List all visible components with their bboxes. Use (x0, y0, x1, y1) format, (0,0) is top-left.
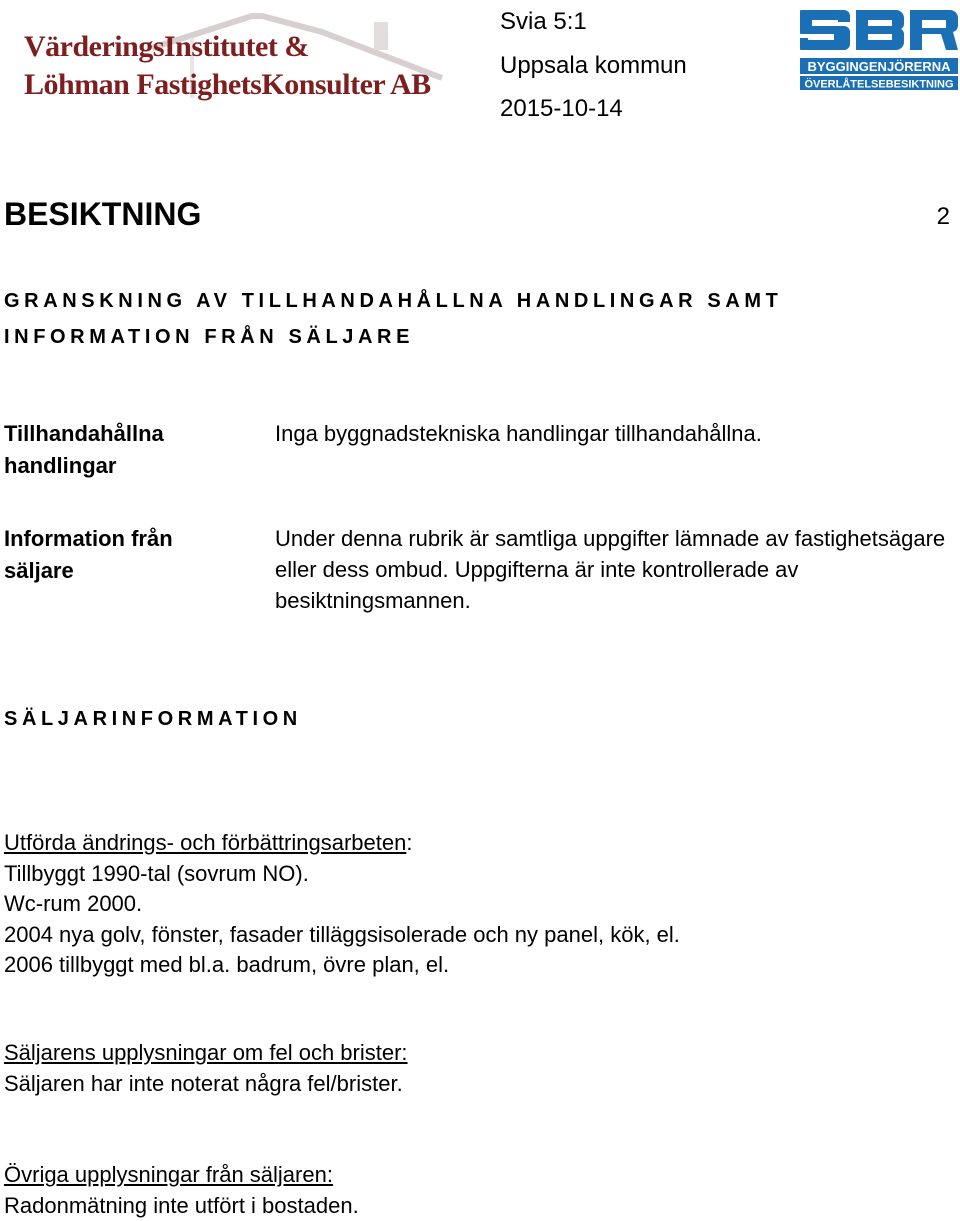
company-logo (2, 8, 460, 104)
faults-text: Säljaren har inte noterat några fel/brister. (4, 1069, 408, 1100)
changes-section (4, 828, 680, 981)
sbr-logo (800, 6, 958, 90)
row-value-seller-information: Under denna rubrik är samtliga uppgifter lämnade av fastighetsägare eller dess ombud. Uppgifterna är inte kontrollerade av besiktningsmannen. (275, 523, 955, 616)
other-info-section (4, 1160, 359, 1221)
section-heading-documents-line-2: INFORMATION FRÅN SÄLJARE (4, 326, 414, 349)
faults-section (4, 1038, 408, 1099)
section-heading-documents-line-1: GRANSKNING AV TILLHANDAHÅLLNA HANDLINGAR SAMT (4, 290, 782, 313)
sbr-logo-mark (800, 6, 958, 90)
changes-line: 2006 tillbyggt med bl.a. badrum, övre plan, el. (4, 950, 680, 981)
changes-line: 2004 nya golv, fönster, fasader tilläggsisolerade och ny panel, kök, el. (4, 920, 680, 951)
changes-heading: Utförda ändrings- och förbättringsarbeten: (4, 828, 680, 859)
row-value-provided-documents: Inga byggnadstekniska handlingar tillhandahållna. (275, 418, 955, 449)
sbr-logo-line-1: BYGGINGENJÖRERNA (807, 59, 951, 74)
inspection-date: 2015-10-14 (500, 95, 623, 123)
brand-name-line-2: Löhman FastighetsKonsulter AB (24, 68, 431, 102)
other-info-text: Radonmätning inte utfört i bostaden. (4, 1191, 359, 1221)
section-heading-seller-info: SÄLJARINFORMATION (4, 708, 302, 731)
page-number: 2 (937, 203, 950, 231)
municipality: Uppsala kommun (500, 52, 687, 80)
row-label-provided-documents: Tillhandahållna handlingar (4, 418, 234, 482)
page-title: BESIKTNING (4, 196, 201, 233)
brand-name-line-1: VärderingsInstitutet & (24, 30, 309, 64)
changes-line: Tillbyggt 1990-tal (sovrum NO). (4, 859, 680, 890)
faults-heading: Säljarens upplysningar om fel och brister: (4, 1038, 408, 1069)
row-label-seller-information: Information från säljare (4, 523, 234, 587)
changes-line: Wc-rum 2000. (4, 889, 680, 920)
sbr-logo-line-2: ÖVERLÅTELSEBESIKTNING (804, 78, 953, 91)
property-designation: Svia 5:1 (500, 8, 587, 36)
other-info-heading: Övriga upplysningar från säljaren: (4, 1160, 359, 1191)
